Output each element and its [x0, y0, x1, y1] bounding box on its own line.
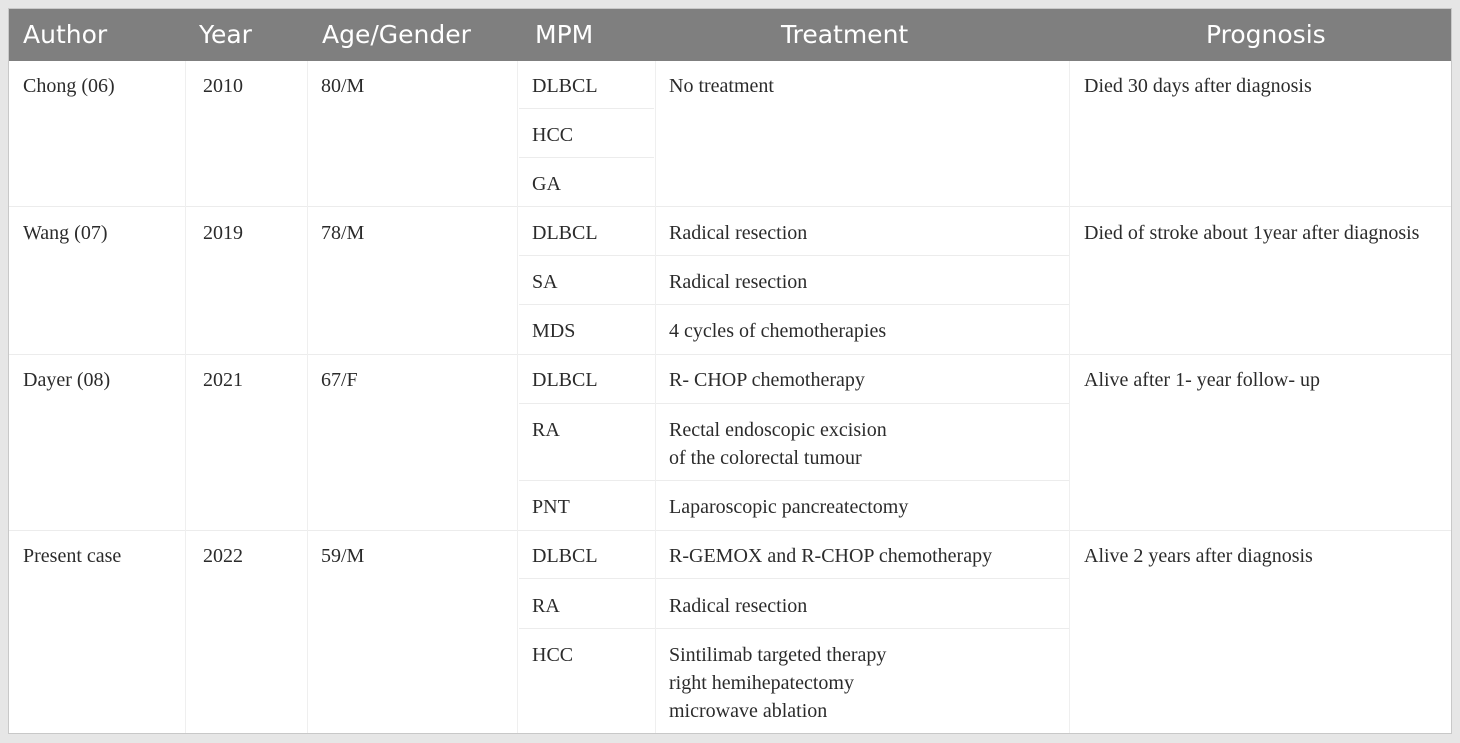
- row-divider: [519, 304, 1069, 305]
- cell-prognosis: Died of stroke about 1year after diagnosis: [1084, 222, 1420, 244]
- cell-mpm: DLBCL: [532, 222, 598, 244]
- cell-author: Chong (06): [23, 75, 115, 97]
- cell-author: Wang (07): [23, 222, 108, 244]
- row-divider: [519, 108, 654, 109]
- row-divider: [519, 157, 654, 158]
- cell-year: 2019: [203, 222, 243, 244]
- group-divider: [9, 354, 1452, 355]
- cell-mpm: MDS: [532, 320, 576, 342]
- cell-year: 2010: [203, 75, 243, 97]
- cell-mpm: GA: [532, 173, 561, 195]
- cell-treatment: Radical resection: [669, 222, 808, 244]
- cell-age-gender: 59/M: [321, 545, 365, 567]
- cell-treatment: Radical resection: [669, 595, 808, 617]
- header-year: Year: [199, 20, 252, 49]
- cell-mpm: RA: [532, 419, 560, 441]
- table-header: [9, 9, 1452, 61]
- cell-year: 2022: [203, 545, 243, 567]
- cell-mpm: DLBCL: [532, 75, 598, 97]
- table-frame: [8, 8, 1452, 734]
- cell-mpm: RA: [532, 595, 560, 617]
- row-divider: [519, 480, 1069, 481]
- group-divider: [9, 530, 1452, 531]
- group-divider: [9, 206, 1452, 207]
- cell-prognosis: Alive 2 years after diagnosis: [1084, 545, 1313, 567]
- cell-treatment: Laparoscopic pancreatectomy: [669, 496, 909, 518]
- column-divider: [517, 61, 518, 734]
- cell-author: Present case: [23, 545, 122, 567]
- cell-mpm: DLBCL: [532, 369, 598, 391]
- cell-mpm: HCC: [532, 124, 574, 146]
- header-treatment: Treatment: [781, 20, 909, 49]
- header-prognosis: Prognosis: [1206, 20, 1326, 49]
- cell-treatment: Radical resection: [669, 271, 808, 293]
- header-age-gender: Age/Gender: [322, 20, 471, 49]
- header-mpm: MPM: [535, 20, 594, 49]
- header-author: Author: [23, 20, 108, 49]
- cell-age-gender: 78/M: [321, 222, 365, 244]
- column-divider: [1069, 61, 1070, 734]
- cell-treatment: R-GEMOX and R-CHOP chemotherapy: [669, 545, 993, 567]
- column-divider: [185, 61, 186, 734]
- column-divider: [307, 61, 308, 734]
- row-divider: [519, 255, 1069, 256]
- row-divider: [519, 578, 1069, 579]
- cell-treatment: R- CHOP chemotherapy: [669, 369, 865, 391]
- column-divider: [655, 61, 656, 734]
- cell-mpm: DLBCL: [532, 545, 598, 567]
- cell-treatment: Rectal endoscopic excision of the colorectal tumour: [669, 419, 887, 469]
- cell-year: 2021: [203, 369, 243, 391]
- cell-treatment: No treatment: [669, 75, 774, 97]
- cell-age-gender: 67/F: [321, 369, 358, 391]
- cell-age-gender: 80/M: [321, 75, 365, 97]
- cell-prognosis: Died 30 days after diagnosis: [1084, 75, 1312, 97]
- cell-mpm: PNT: [532, 496, 570, 518]
- row-divider: [519, 628, 1069, 629]
- cell-treatment: Sintilimab targeted therapy right hemihepatectomy microwave ablation: [669, 644, 887, 722]
- cell-mpm: SA: [532, 271, 558, 293]
- cell-mpm: HCC: [532, 644, 574, 666]
- cell-treatment: 4 cycles of chemotherapies: [669, 320, 887, 342]
- row-divider: [519, 403, 1069, 404]
- cell-author: Dayer (08): [23, 369, 111, 391]
- cell-prognosis: Alive after 1- year follow- up: [1084, 369, 1321, 391]
